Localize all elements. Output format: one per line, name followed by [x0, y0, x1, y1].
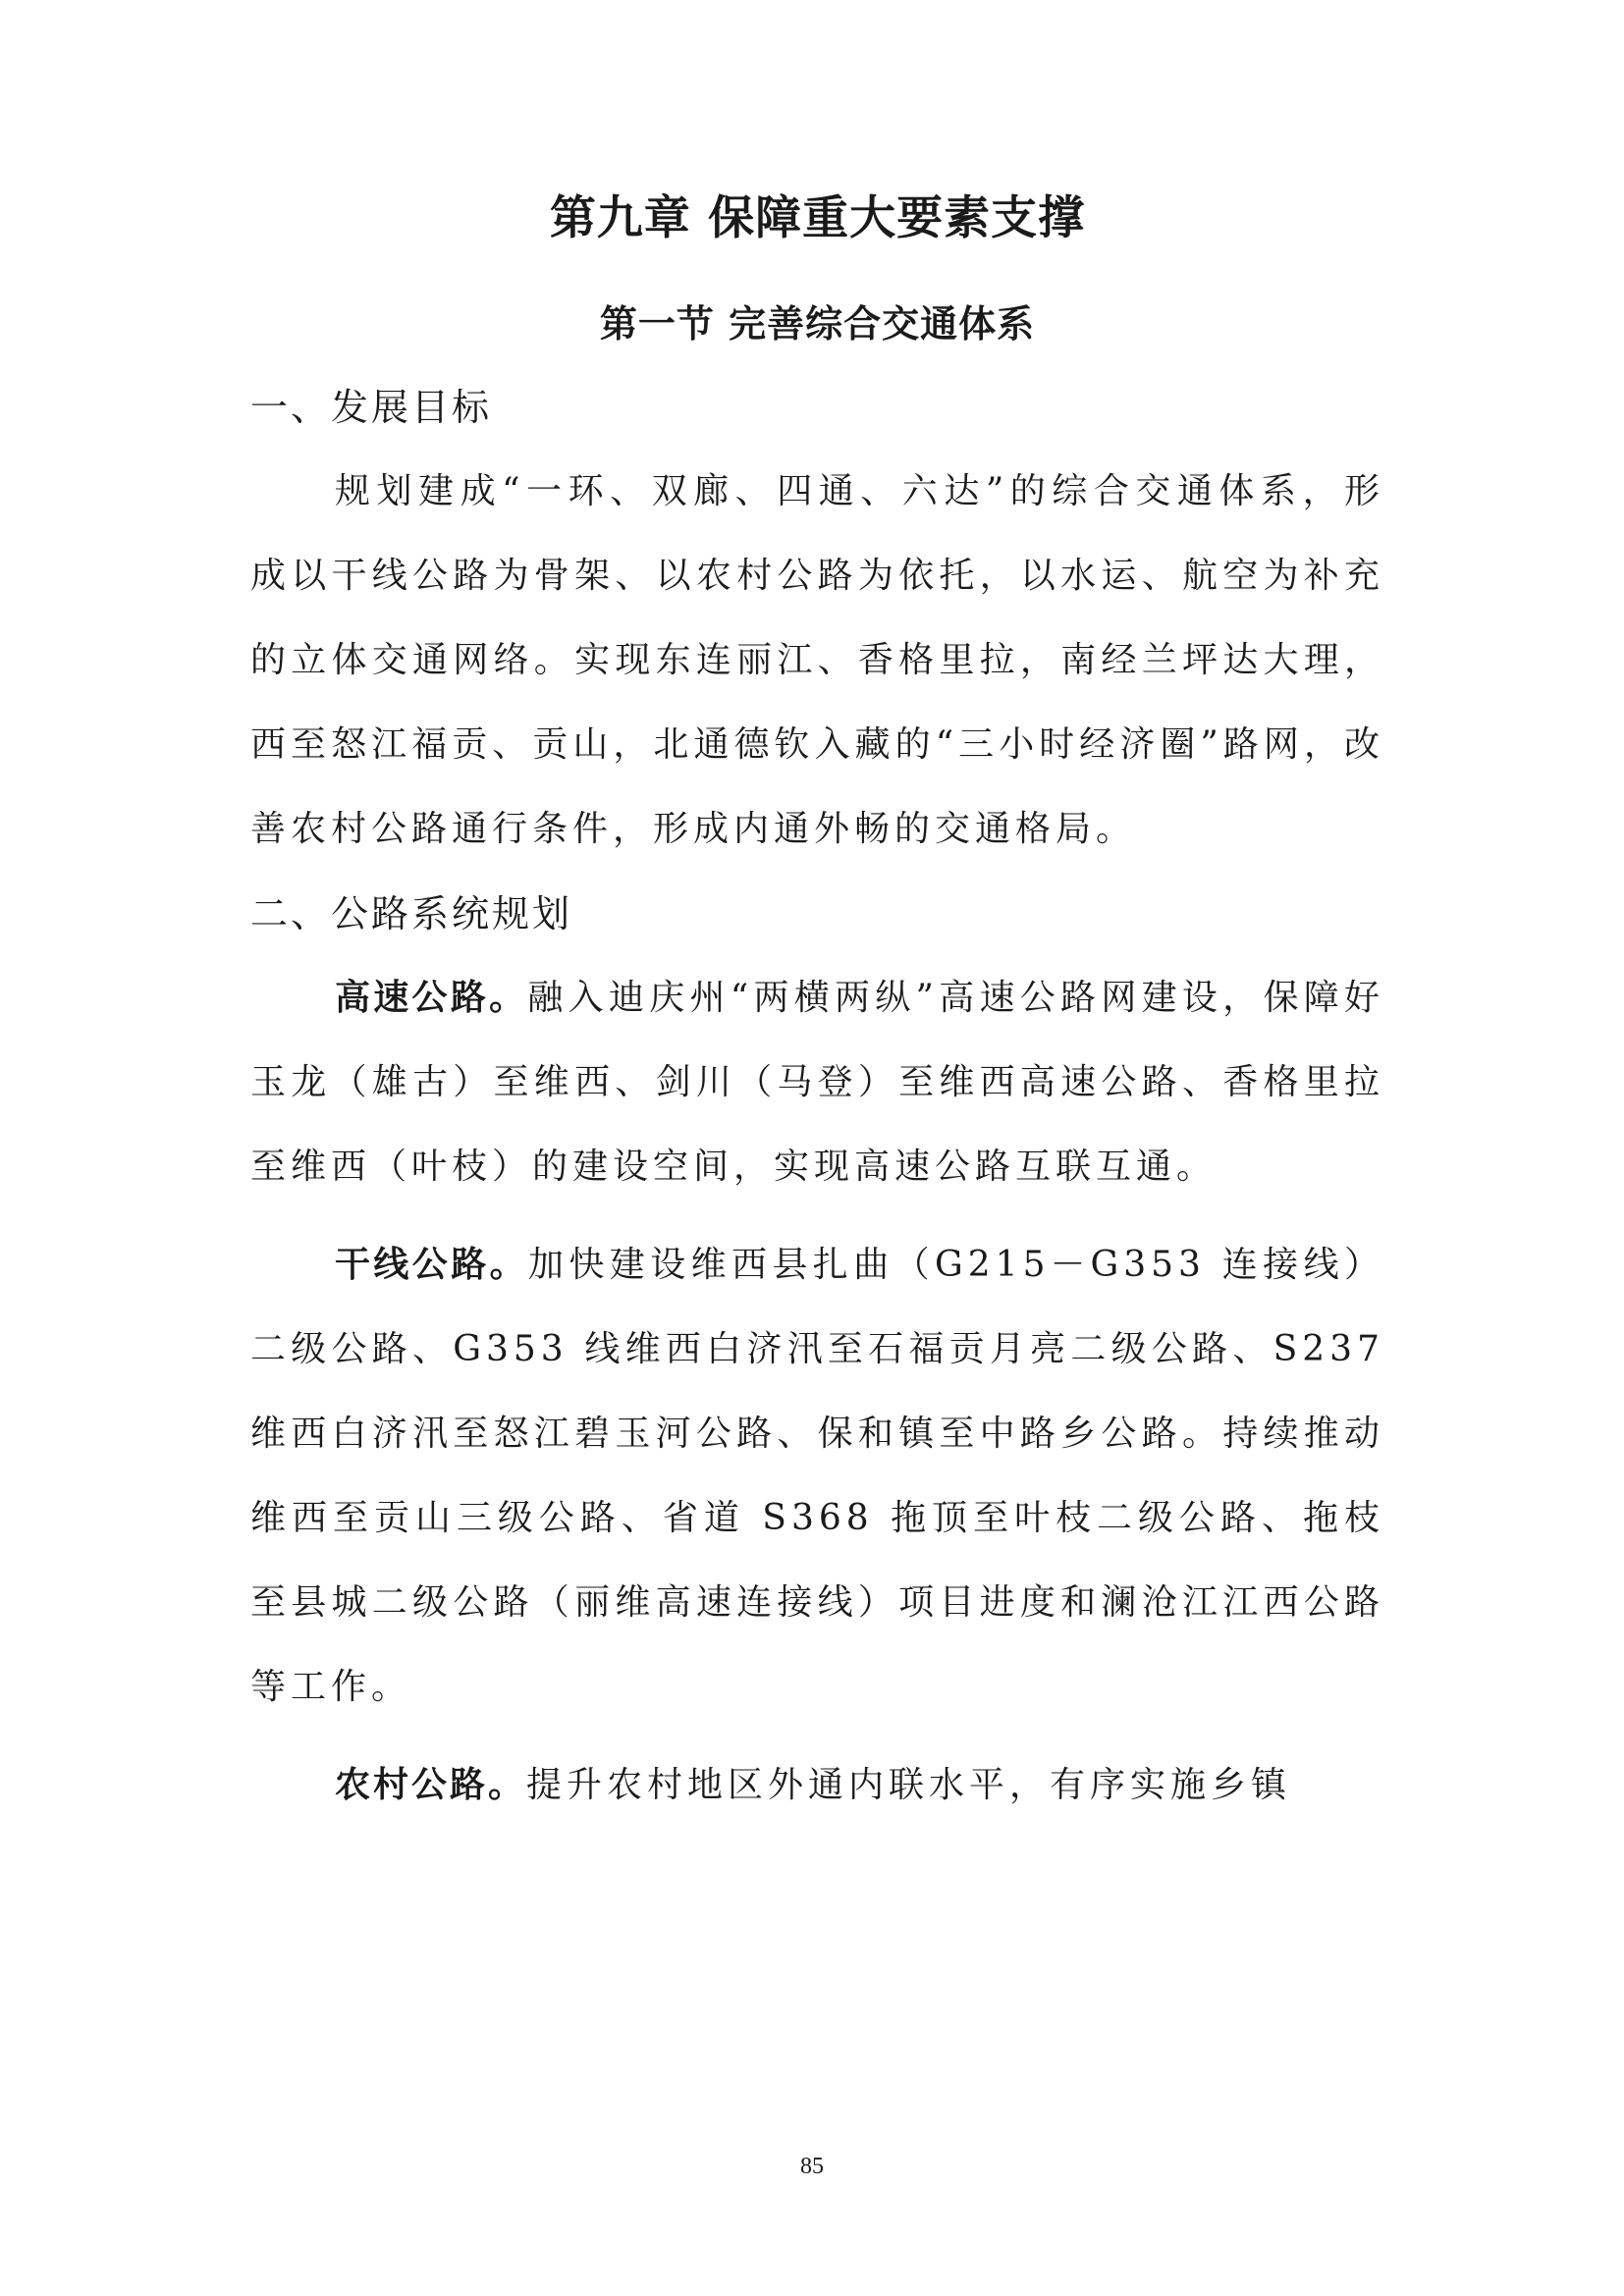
text-rural-road: 提升农村地区外通内联水平，有序实施乡镇 [526, 1765, 1292, 1805]
text-trunk-highway: 加快建设维西县扎曲（G215－G353 连接线）二级公路、G353 线维西白济汛至石福贡月亮二级公路、S237 维西白济汛至怒江碧玉河公路、保和镇至中路乡公路。持续推动维西至贡山三级公路、省道 S368 拖顶至叶枝二级公路、拖枝至县城二级公路（丽维高速连接线）项目进度和澜沧江江西公路等工作。 [250, 1245, 1384, 1707]
page-number: 85 [800, 2154, 824, 2179]
lead-trunk-highway: 干线公路。 [335, 1245, 528, 1285]
section-title: 第一节 完善综合交通体系 [599, 302, 1036, 346]
paragraph-development-goal: 规划建成“一环、双廊、四通、六达”的综合交通体系，形成以干线公路为骨架、以农村公路为依托，以水运、航空为补充的立体交通网络。实现东连丽江、香格里拉，南经兰坪达大理，西至怒江福贡、贡山，北通德钦入藏的“三小时经济圈”路网，改善农村公路通行条件，形成内通外畅的交通格局。 [250, 471, 1384, 849]
paragraph-rural-road [250, 1743, 1384, 1828]
lead-expressway: 高速公路。 [335, 978, 528, 1018]
heading-development-goal: 一、发展目标 [250, 386, 493, 429]
lead-rural-road: 农村公路。 [335, 1765, 527, 1805]
paragraph-trunk-highway [250, 1223, 1384, 1730]
paragraph-expressway [250, 956, 1384, 1209]
chapter-title: 第九章 保障重大要素支撑 [549, 191, 1086, 245]
text-expressway: 融入迪庆州“两横两纵”高速公路网建设，保障好玉龙（雄古）至维西、剑川（马登）至维西高速公路、香格里拉至维西（叶枝）的建设空间，实现高速公路互联互通。 [250, 978, 1384, 1187]
page-content [250, 187, 1384, 1828]
heading-highway-system: 二、公路系统规划 [250, 892, 573, 935]
